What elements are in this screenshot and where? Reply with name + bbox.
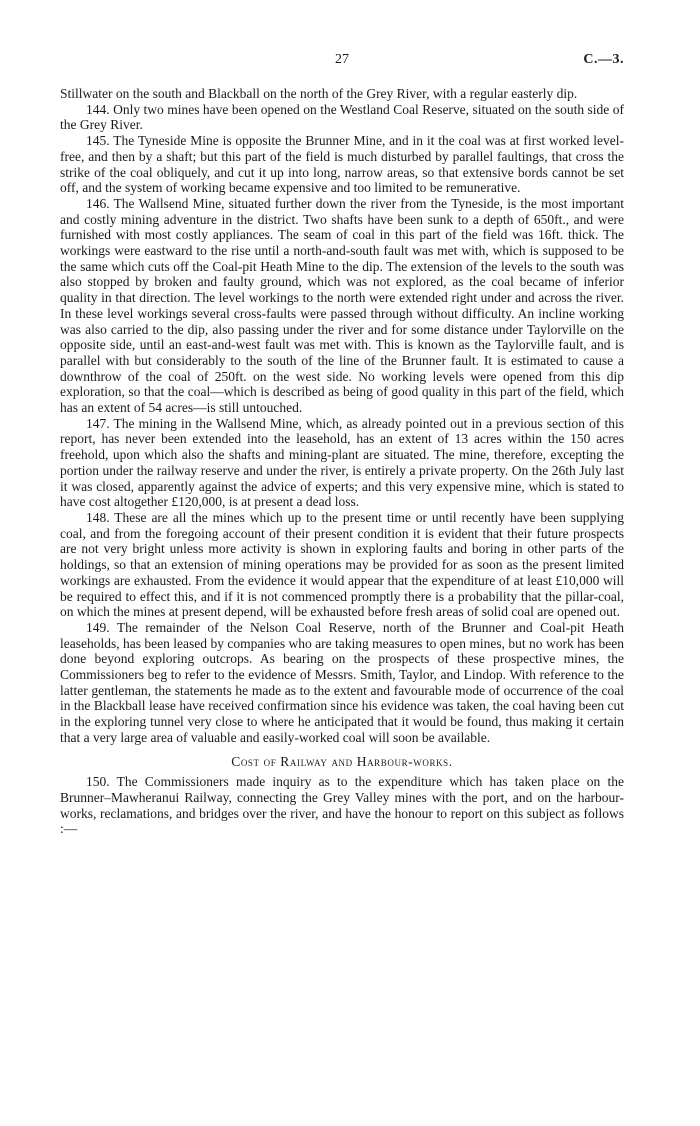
paragraph-continuation: Stillwater on the south and Blackball on the north of the Grey River, with a regular easterly dip.: [60, 86, 578, 101]
page-number: 27: [335, 52, 349, 67]
section-heading: Cost of Railway and Harbour-works.: [231, 753, 453, 769]
paragraph-144: 144. Only two mines have been opened on the Westland Coal Reserve, situated on the south side of the Grey River.: [60, 101, 624, 133]
paragraph-149: 149. The remainder of the Nelson Coal Reserve, north of the Brunner and Coal-pit Heath leaseholds, has been leased by companies who are taking measures to open mines, but no work has been done beyond exploring outcrops. As bearing on the prospects of these prospective mines, the Commissioners beg to refer to the evidence of Messrs. Smith, Taylor, and Lindop. With reference to the latter gentleman, the statements he made as to the extent and favourable mode of occurrence of the coal in the Blackball lease have received confirmation since his evidence was taken, the coal having been cut in the exploring tunnel very close to where he anticipated that it would be found, thus making it certain that a very large area of valuable and easily-worked coal will soon be available.: [60, 619, 624, 745]
paragraph-145: 145. The Tyneside Mine is opposite the Brunner Mine, and in it the coal was at first worked level-free, and then by a shaft; but this part of the field is much disturbed by parallel faultings, that cross the strike of the coal obliquely, and cut it up into long, narrow areas, so that extensive bords cannot be set off, and the system of working became expensive and too limited to be remunerative.: [60, 133, 624, 196]
paragraph-146: 146. The Wallsend Mine, situated further down the river from the Tyneside, is the most important and costly mining adventure in the district. Two shafts have been sunk to a depth of 650ft., and were furnished with most costly appliances. The seam of coal in this part of the field was 16ft. thick. The workings were eastward to the rise until a north-and-south fault was met with, which is supposed to be the same which cuts off the Coal-pit Heath Mine to the dip. The extension of the levels to the south was also stopped by broken and faulty ground, which was not explored, as the coal became of inferior quality in that direction. The level workings to the north were extended right under and across the river. In these level workings several cross-faults were passed through without difficulty. An incline working was also carried to the dip, also passing under the river and for some distance under Taylorville on the opposite side, until an east-and-west fault was met with. This is known as the Taylorville fault, and is parallel with but considerably to the south of the line of the Brunner fault. It is estimated to cause a downthrow of the coal of 250ft. on the west side. No working levels were opened from this dip exploration, so that the coal—which is described as being of good quality in this part of the field, which has an extent of 54 acres—is still untouched.: [60, 195, 624, 416]
document-reference: C.—3.: [583, 52, 624, 67]
paragraph-148: 148. These are all the mines which up to the present time or until recently have been supplying coal, and from the foregoing account of their present condition it is evident that their future prospects are not very bright unless more activity is shown in exploring faults and boring in other parts of the holdings, so that an extension of mining operations may be provided for as soon as the present limited workings are exhausted. From the evidence it would appear that the expenditure of at least £10,000 will be required to effect this, and if it is not commenced promptly there is a probability that the pillar-coal, on which the mines at present depend, will be exhausted before fresh areas of solid coal are opened out.: [60, 509, 624, 620]
paragraph-150: 150. The Commissioners made inquiry as to the expenditure which has taken place on the Brunner–Mawheranui Railway, connecting the Grey Valley mines with the port, and on the harbour-works, reclamations, and bridges over the river, and have the honour to report on this subject as follows :—: [60, 774, 624, 837]
paragraph-147: 147. The mining in the Wallsend Mine, which, as already pointed out in a previous section of this report, has never been extended into the leasehold, has an extent of 13 acres within the 150 acres freehold, upon which also the shafts and mining-plant are situated. The mine, therefore, excepting the portion under the railway reserve and under the river, is entirely a private property. On the 26th July last it was closed, apparently against the advice of experts; and this very expensive mine, which is stated to have cost altogether £120,000, is at present a dead loss.: [60, 415, 624, 510]
page-header: [60, 52, 624, 72]
